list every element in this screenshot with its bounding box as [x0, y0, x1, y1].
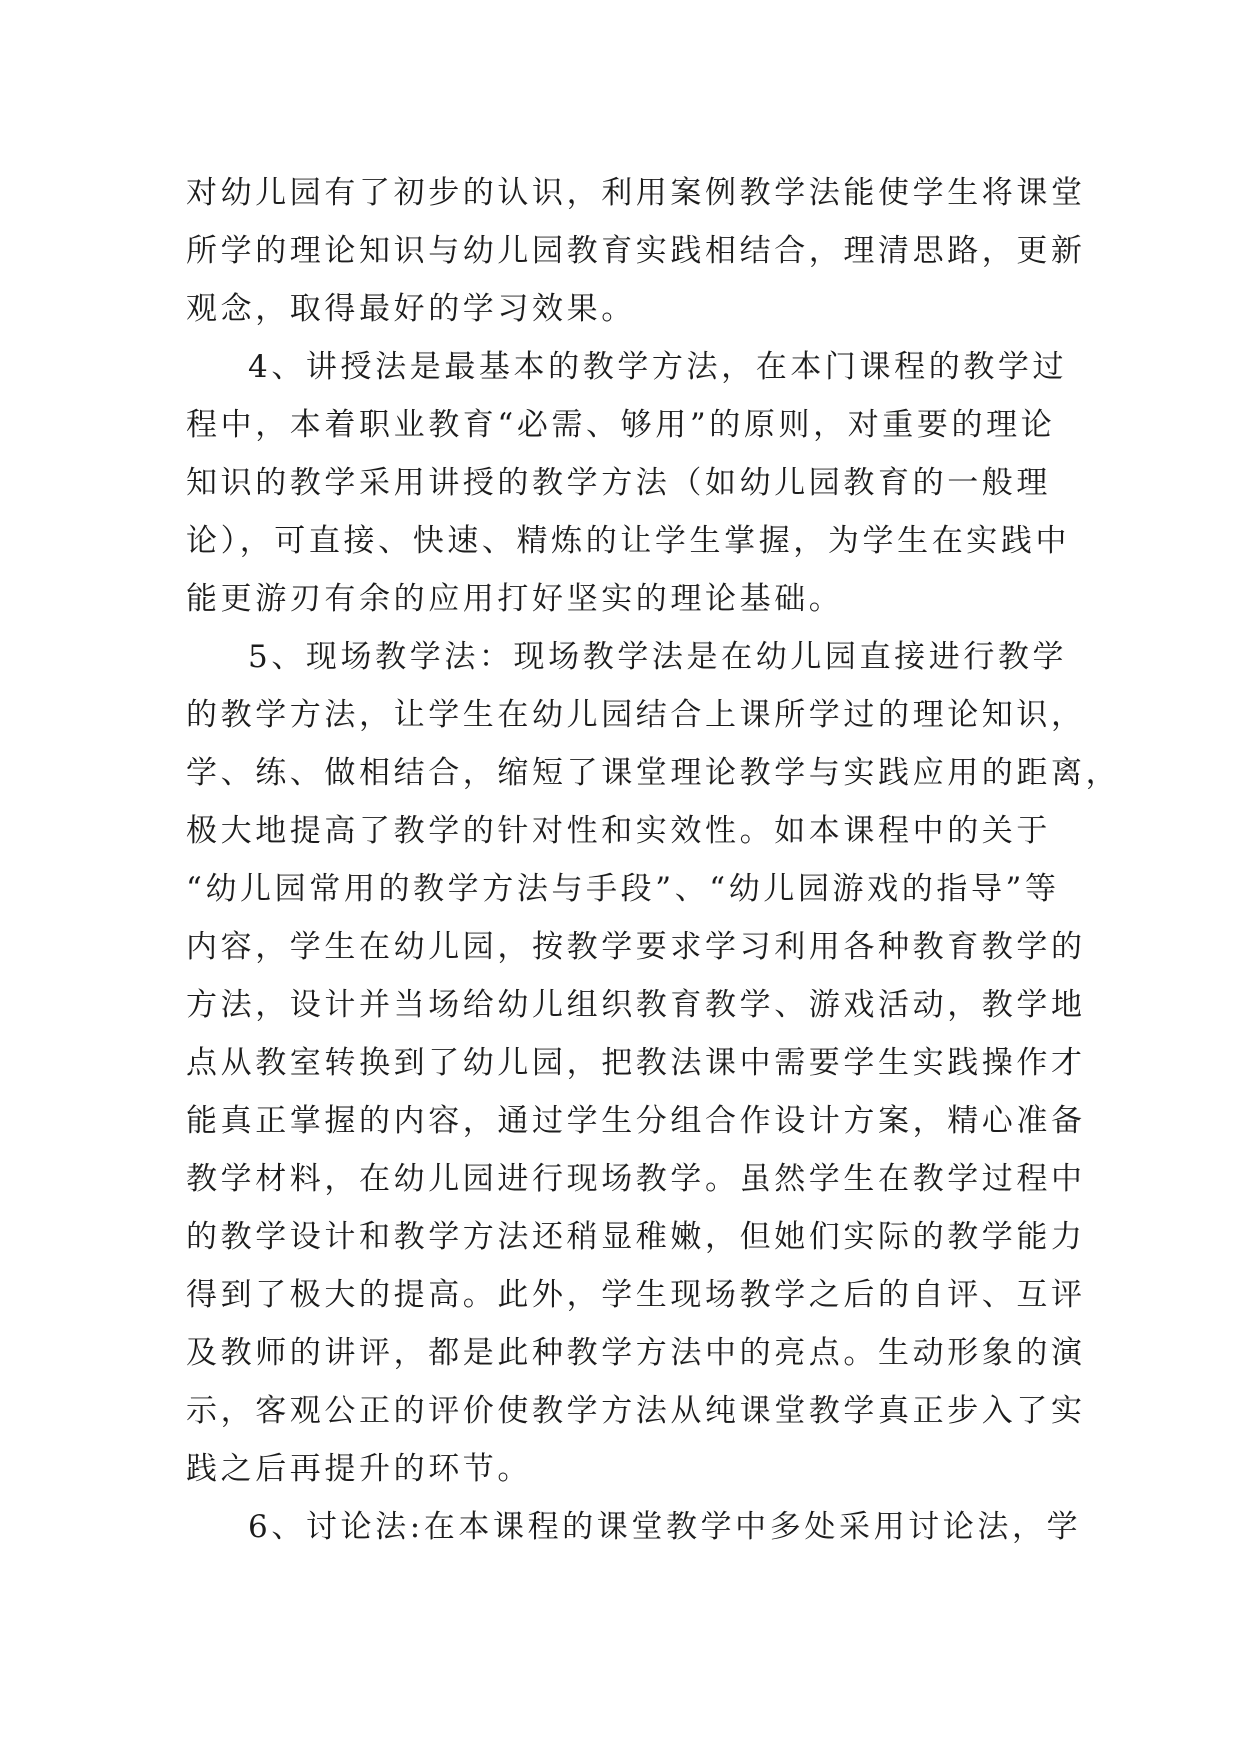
text-line: 能真正掌握的内容，通过学生分组合作设计方案，精心准备 [186, 1103, 1086, 1139]
text-line: 对幼儿园有了初步的认识，利用案例教学法能使学生将课堂 [186, 175, 1086, 211]
text-line: 所学的理论知识与幼儿园教育实践相结合，理清思路，更新 [186, 233, 1086, 269]
body-text [186, 164, 1121, 1556]
paragraph-start-line: 5、现场教学法：现场教学法是在幼儿园直接进行教学 [248, 639, 1068, 675]
text-line: 学、练、做相结合，缩短了课堂理论教学与实践应用的距离， [186, 755, 1121, 791]
text-line: 教学材料，在幼儿园进行现场教学。虽然学生在教学过程中 [186, 1161, 1086, 1197]
text-line: 能更游刃有余的应用打好坚实的理论基础。 [186, 581, 844, 617]
text-line: 程中，本着职业教育“必需、够用”的原则，对重要的理论 [186, 407, 1056, 443]
text-line: 的教学设计和教学方法还稍显稚嫩，但她们实际的教学能力 [186, 1219, 1086, 1255]
text-line: 示，客观公正的评价使教学方法从纯课堂教学真正步入了实 [186, 1393, 1086, 1429]
paragraph-start-line: 4、讲授法是最基本的教学方法，在本门课程的教学过 [248, 349, 1068, 385]
text-line: 得到了极大的提高。此外，学生现场教学之后的自评、互评 [186, 1277, 1086, 1313]
text-line: 践之后再提升的环节。 [186, 1451, 532, 1487]
text-line: “幼儿园常用的教学方法与手段”、“幼儿园游戏的指导”等 [186, 871, 1060, 907]
text-line: 内容，学生在幼儿园，按教学要求学习利用各种教育教学的 [186, 929, 1086, 965]
text-line: 知识的教学采用讲授的教学方法（如幼儿园教育的一般理 [186, 465, 1051, 501]
paragraph-start-line: 6、讨论法:在本课程的课堂教学中多处采用讨论法，学 [248, 1509, 1082, 1545]
text-line: 的教学方法，让学生在幼儿园结合上课所学过的理论知识， [186, 697, 1086, 733]
text-line: 论），可直接、快速、精炼的让学生掌握，为学生在实践中 [186, 523, 1071, 559]
text-line: 方法，设计并当场给幼儿组织教育教学、游戏活动，教学地 [186, 987, 1086, 1023]
text-line: 点从教室转换到了幼儿园，把教法课中需要学生实践操作才 [186, 1045, 1086, 1081]
text-line: 极大地提高了教学的针对性和实效性。如本课程中的关于 [186, 813, 1051, 849]
text-line: 及教师的讲评，都是此种教学方法中的亮点。生动形象的演 [186, 1335, 1086, 1371]
text-line: 观念，取得最好的学习效果。 [186, 291, 636, 327]
